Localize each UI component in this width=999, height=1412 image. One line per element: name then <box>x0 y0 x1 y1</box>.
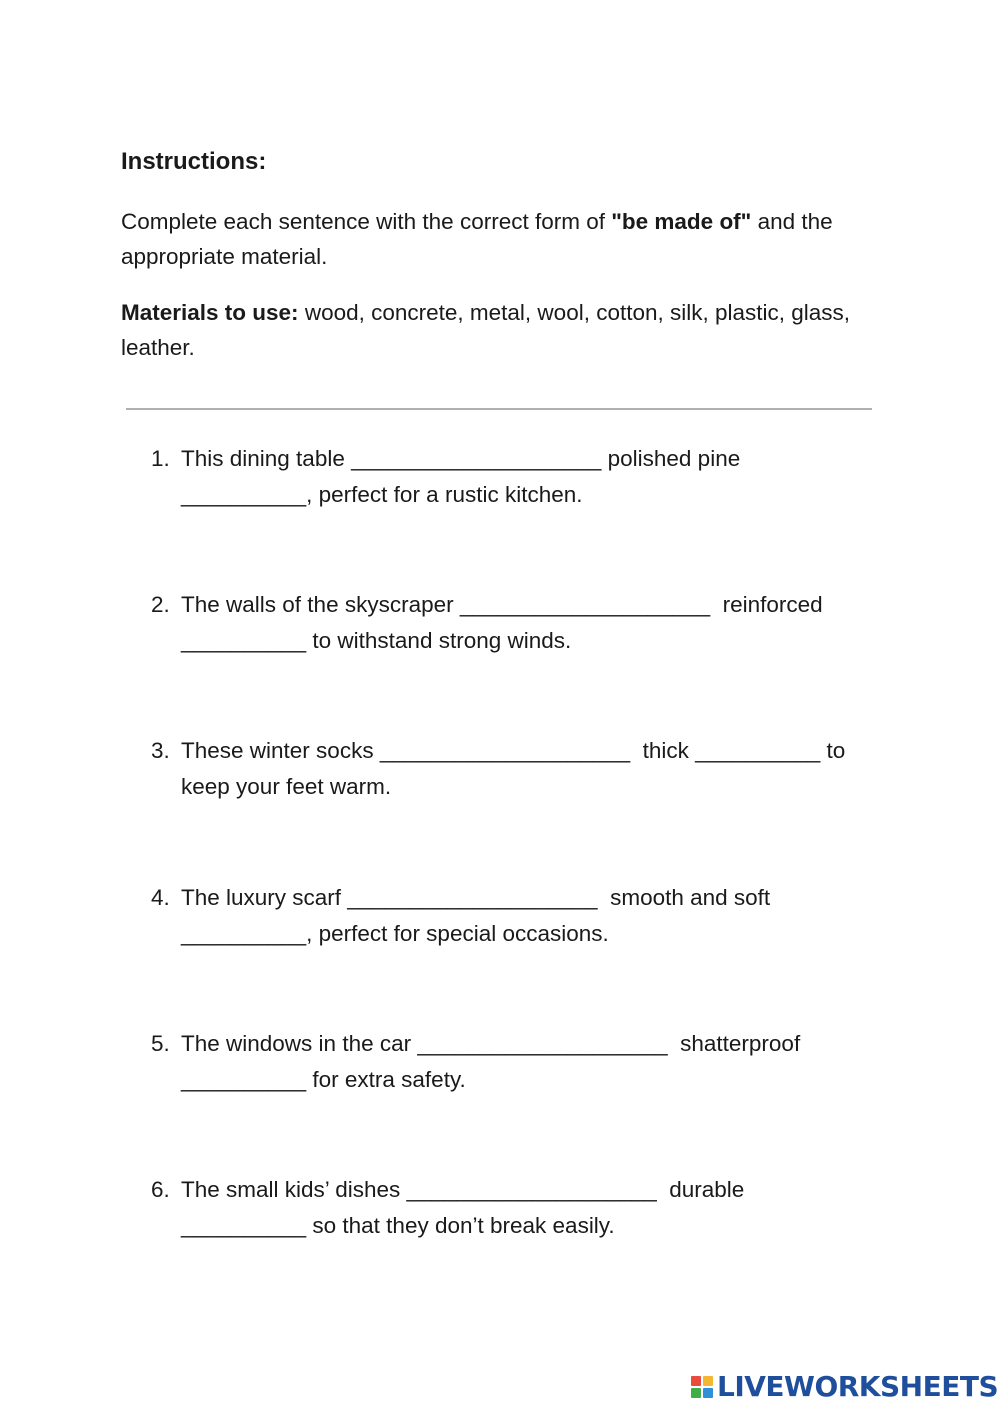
item-number: 2. <box>151 592 170 617</box>
exercise-item <box>151 587 871 658</box>
logo-mark-tile <box>691 1388 701 1398</box>
logo-mark-tile <box>703 1388 713 1398</box>
liveworksheets-logo[interactable] <box>691 1370 998 1404</box>
instructions-text-prefix: Complete each sentence with the correct form of <box>121 209 612 234</box>
liveworksheets-logo-icon <box>691 1376 713 1398</box>
item-number: 5. <box>151 1031 170 1056</box>
item-sentence: The luxury scarf ____________________ smooth and soft __________, perfect for special occasions. <box>181 885 777 946</box>
item-sentence: The windows in the car ____________________ shatterproof __________ for extra safety. <box>181 1031 807 1092</box>
logo-text: LIVEWORKSHEETS <box>717 1370 999 1403</box>
materials-list: wood, concrete, metal, wool, cotton, silk, plastic, glass, leather. <box>121 300 851 360</box>
divider-line <box>126 408 872 410</box>
exercise-item <box>151 441 871 512</box>
item-sentence: The walls of the skyscraper ____________________ reinforced __________ to withstand strong winds. <box>181 592 829 653</box>
exercise-item <box>151 1172 871 1243</box>
item-number: 6. <box>151 1177 170 1202</box>
instructions-text-suffix: and the appropriate material. <box>121 209 833 269</box>
item-sentence: These winter socks ____________________ thick __________ to keep your feet warm. <box>181 738 852 799</box>
item-number: 1. <box>151 446 170 471</box>
materials-label: Materials to use: <box>121 300 299 325</box>
item-sentence: The small kids’ dishes ____________________ durable __________ so that they don’t break easily. <box>181 1177 751 1238</box>
logo-mark-tile <box>691 1376 701 1386</box>
item-number: 3. <box>151 738 170 763</box>
instructions-text-bold: "be made of" <box>611 209 752 234</box>
exercise-item <box>151 880 871 951</box>
item-number: 4. <box>151 885 170 910</box>
item-sentence: This dining table ____________________ polished pine __________, perfect for a rustic kitchen. <box>181 446 747 507</box>
instructions-heading: Instructions: <box>121 148 267 175</box>
logo-mark-tile <box>703 1376 713 1386</box>
materials-text <box>121 295 881 365</box>
exercise-item <box>151 733 871 804</box>
instructions-text <box>121 204 881 274</box>
exercise-item <box>151 1026 871 1097</box>
